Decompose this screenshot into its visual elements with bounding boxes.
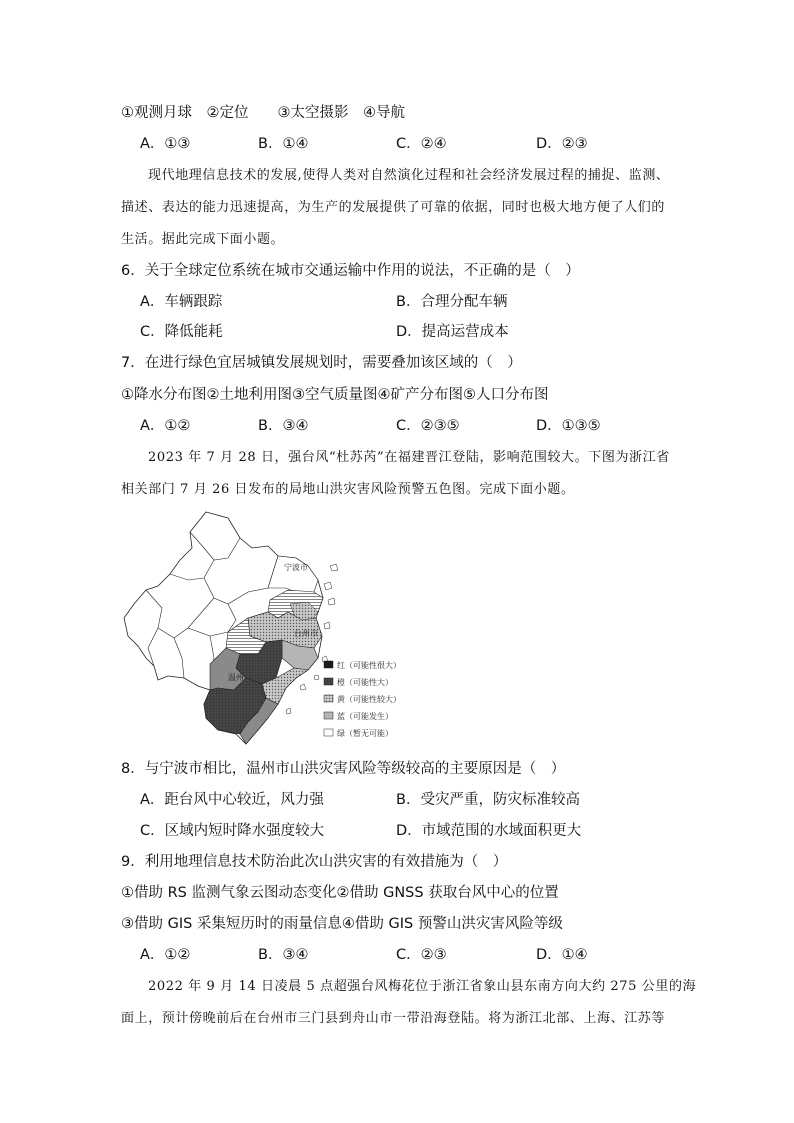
label-wenzhou: 温州 [228, 673, 244, 682]
label-taizhou: 台州市 [294, 629, 318, 638]
q5-option-a: A．①③ [140, 136, 191, 152]
q7-option-a: A．①② [140, 418, 191, 434]
passage1-line-3: 生活。据此完成下面小题。 [121, 232, 285, 247]
zhejiang-flood-risk-map [118, 508, 448, 748]
passage1-line-2: 描述、表达的能力迅速提高，为生产的发展提供了可靠的依据，同时也极大地方便了人们的 [121, 200, 666, 215]
q9-stem: 9．利用地理信息技术防治此次山洪灾害的有效措施为（ ） [121, 854, 508, 870]
q6-option-d: D．提高运营成本 [396, 324, 509, 340]
q8-option-a: A．距台风中心较近，风力强 [140, 792, 324, 808]
q6-option-c: C．降低能耗 [140, 324, 223, 340]
q5-option-d: D．②③ [536, 136, 588, 152]
q8-option-c: C．区域内短时降水强度较大 [140, 823, 325, 839]
q9-item-line-1: ①借助 RS 监测气象云图动态变化②借助 GNSS 获取台风中心的位置 [121, 885, 559, 901]
q6-option-a: A．车辆跟踪 [140, 294, 223, 310]
legend-label-orange: 橙（可能性大） [337, 678, 393, 687]
q7-items: ①降水分布图②土地利用图③空气质量图④矿产分布图⑤人口分布图 [121, 387, 549, 403]
q7-option-b: B．③④ [258, 418, 309, 434]
legend-swatch-orange [324, 678, 333, 685]
q7-option-d: D．①③⑤ [536, 418, 601, 434]
q9-option-c: C．②③ [396, 947, 447, 963]
legend-label-blue: 蓝（可能发生） [337, 712, 393, 721]
legend-label-green: 绿（暂无可能） [337, 729, 393, 738]
q5-option-b: B．①④ [258, 136, 309, 152]
q8-option-d: D．市域范围的水域面积更大 [396, 823, 582, 839]
legend-swatch-blue [324, 712, 333, 719]
passage2-line-1: 2023 年 7 月 28 日，强台风“杜苏芮”在福建晋江登陆，影响范围较大。下图为浙江省 [148, 450, 670, 465]
legend-label-red: 红（可能性很大） [337, 661, 401, 670]
q8-stem: 8．与宁波市相比，温州市山洪灾害风险等级较高的主要原因是（ ） [121, 761, 566, 777]
q6-stem: 6．关于全球定位系统在城市交通运输中作用的说法，不正确的是（ ） [121, 263, 580, 279]
q9-item-line-2: ③借助 GIS 采集短历时的雨量信息④借助 GIS 预警山洪灾害风险等级 [121, 916, 563, 932]
label-ningbo: 宁波市 [284, 563, 308, 572]
passage2-line-2: 相关部门 7 月 26 日发布的局地山洪灾害风险预警五色图。完成下面小题。 [121, 482, 575, 497]
legend-swatch-yellow [324, 695, 333, 702]
passage3-line-2: 面上，预计傍晚前后在台州市三门县到舟山市一带沿海登陆。将为浙江北部、上海、江苏等 [121, 1011, 666, 1026]
q9-option-a: A．①② [140, 947, 191, 963]
q5-items: ①观测月球 ②定位 ③太空摄影 ④导航 [121, 105, 405, 121]
legend-swatch-green [324, 729, 333, 736]
q6-option-b: B．合理分配车辆 [396, 294, 508, 310]
q8-option-b: B．受灾严重，防灾标准较高 [396, 792, 580, 808]
legend-swatch-red [324, 661, 333, 668]
q9-option-d: D．①④ [536, 947, 588, 963]
map-legend [324, 660, 401, 738]
q7-stem: 7．在进行绿色宜居城镇发展规划时，需要叠加该区域的（ ） [121, 355, 522, 371]
legend-label-yellow: 黄（可能性较大） [337, 695, 401, 704]
q7-option-c: C．②③⑤ [396, 418, 460, 434]
passage3-line-1: 2022 年 9 月 14 日凌晨 5 点超强台风梅花位于浙江省象山县东南方向大约 275 公里的海 [148, 979, 697, 994]
q5-option-c: C．②④ [396, 136, 447, 152]
q9-option-b: B．③④ [258, 947, 309, 963]
passage1-line-1: 现代地理信息技术的发展,使得人类对自然演化过程和社会经济发展过程的捕捉、监测、 [148, 168, 670, 183]
